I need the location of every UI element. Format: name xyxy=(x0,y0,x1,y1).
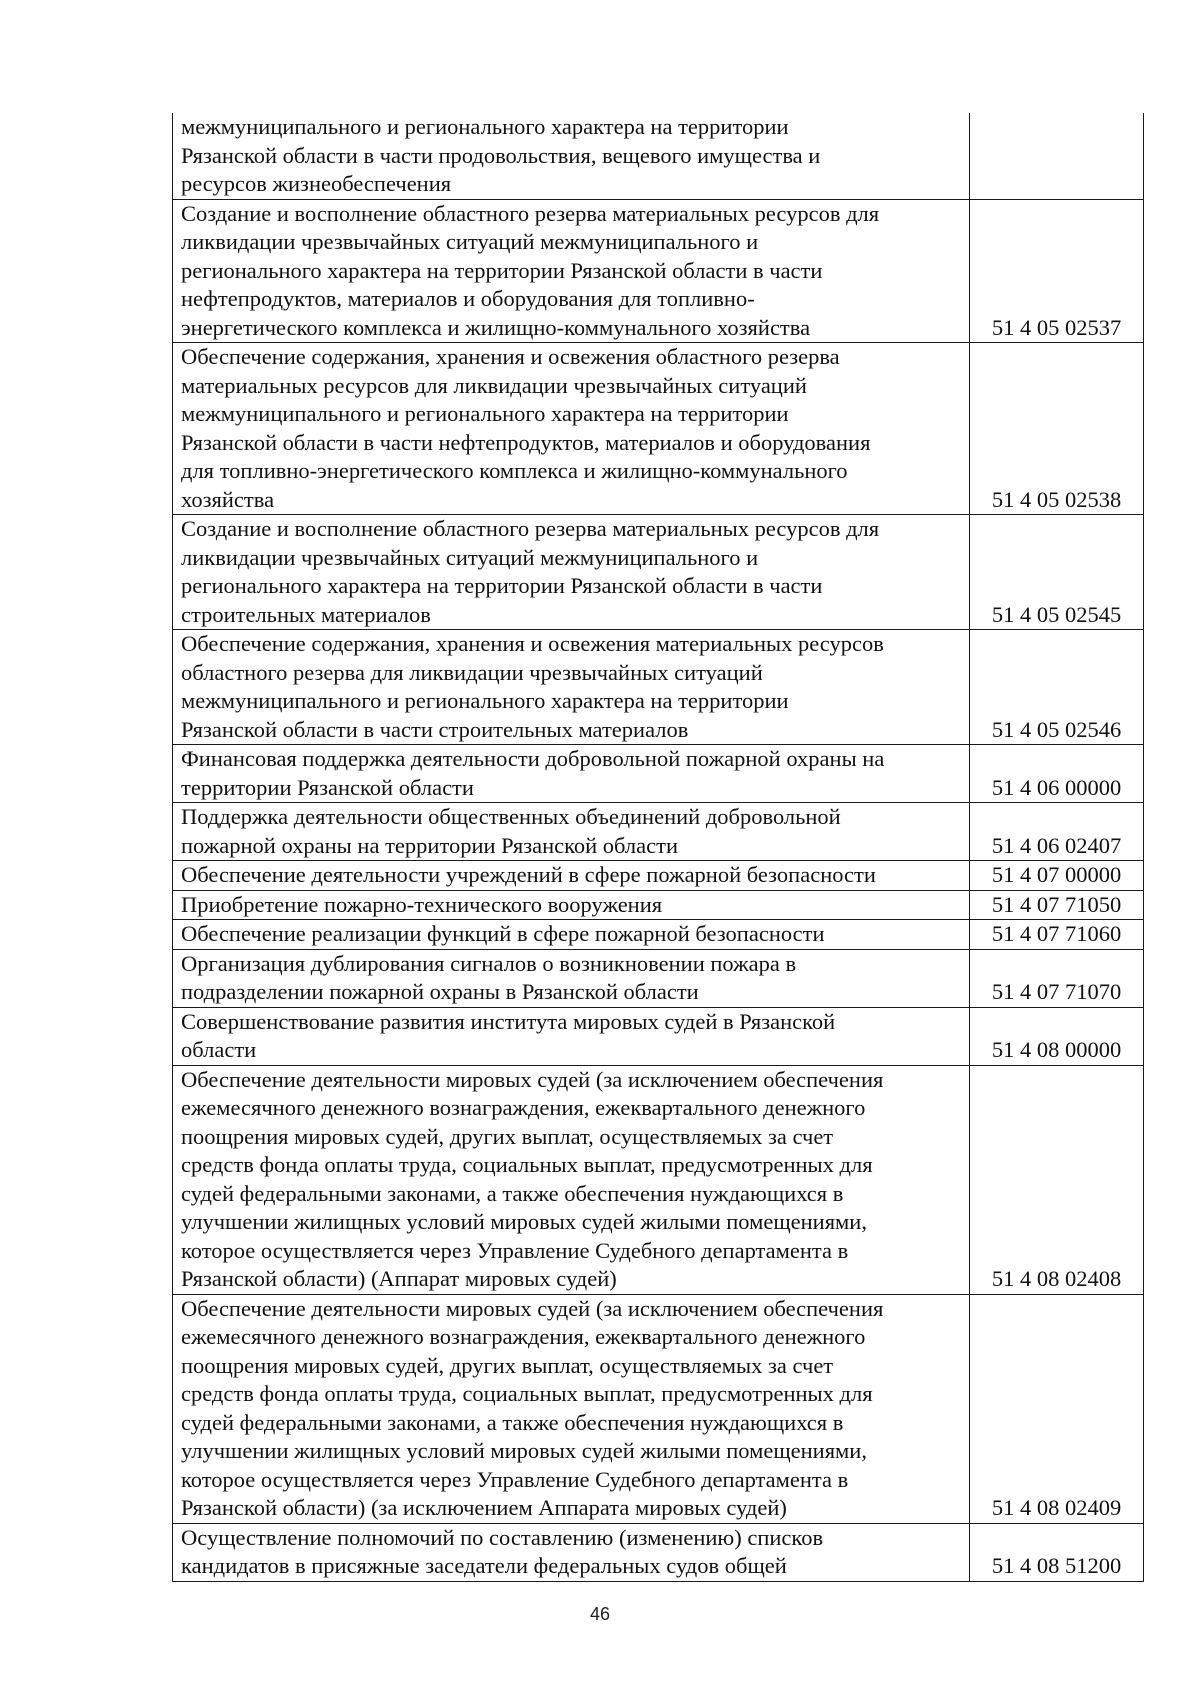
budget-classification-table xyxy=(172,113,1144,1582)
table-row xyxy=(173,890,1144,920)
row-description: Обеспечение реализации функций в сфере пожарной безопасности xyxy=(173,920,970,950)
row-code: 51 4 05 02538 xyxy=(970,343,1144,515)
row-description: Приобретение пожарно-технического вооружения xyxy=(173,890,970,920)
table-row xyxy=(173,803,1144,861)
table-row xyxy=(173,949,1144,1007)
row-code: 51 4 06 02407 xyxy=(970,803,1144,861)
table-row xyxy=(173,630,1144,745)
row-description: Совершенствование развития института мировых судей в Рязанской области xyxy=(173,1007,970,1065)
row-code: 51 4 08 51200 xyxy=(970,1523,1144,1581)
table-row xyxy=(173,343,1144,515)
row-description: Создание и восполнение областного резерва материальных ресурсов для ликвидации чрезвычайных ситуаций межмуниципального и регионального характера на территории Рязанской области в части нефтепродуктов, материалов и оборудования для топливно- энергетического комплекса и жилищно-коммунального хозяйства xyxy=(173,199,970,343)
row-code: 51 4 08 02409 xyxy=(970,1294,1144,1523)
row-description: Обеспечение содержания, хранения и освежения материальных ресурсов областного резерва для ликвидации чрезвычайных ситуаций межмуниципального и регионального характера на территории Рязанской области в части строительных материалов xyxy=(173,630,970,745)
row-code: 51 4 06 00000 xyxy=(970,745,1144,803)
row-description: Создание и восполнение областного резерва материальных ресурсов для ликвидации чрезвычайных ситуаций межмуниципального и регионального характера на территории Рязанской области в части строительных материалов xyxy=(173,515,970,630)
row-code: 51 4 05 02545 xyxy=(970,515,1144,630)
row-description: межмуниципального и регионального характера на территории Рязанской области в части продовольствия, вещевого имущества и ресурсов жизнеобеспечения xyxy=(173,113,970,199)
row-description: Финансовая поддержка деятельности добровольной пожарной охраны на территории Рязанской области xyxy=(173,745,970,803)
table-row xyxy=(173,1523,1144,1581)
row-code: 51 4 08 02408 xyxy=(970,1065,1144,1294)
row-code: 51 4 08 00000 xyxy=(970,1007,1144,1065)
table-row xyxy=(173,1007,1144,1065)
row-code: 51 4 07 71050 xyxy=(970,890,1144,920)
row-description: Организация дублирования сигналов о возникновении пожара в подразделении пожарной охраны в Рязанской области xyxy=(173,949,970,1007)
row-code xyxy=(970,113,1144,199)
row-description: Поддержка деятельности общественных объединений добровольной пожарной охраны на территории Рязанской области xyxy=(173,803,970,861)
row-code: 51 4 07 00000 xyxy=(970,861,1144,891)
table-row xyxy=(173,199,1144,343)
table-row xyxy=(173,515,1144,630)
row-code: 51 4 07 71060 xyxy=(970,920,1144,950)
row-description: Обеспечение деятельности мировых судей (за исключением обеспечения ежемесячного денежного вознаграждения, ежеквартального денежного поощрения мировых судей, других выплат, осуществляемых за счет средств фонда оплаты труда, социальных выплат, предусмотренных для судей федеральными законами, а также обеспечения нуждающихся в улучшении жилищных условий мировых судей жилыми помещениями, которое осуществляется через Управление Судебного департамента в Рязанской области) (за исключением Аппарата мировых судей) xyxy=(173,1294,970,1523)
table-row xyxy=(173,113,1144,199)
row-description: Обеспечение содержания, хранения и освежения областного резерва материальных ресурсов для ликвидации чрезвычайных ситуаций межмуниципального и регионального характера на территории Рязанской области в части нефтепродуктов, материалов и оборудования для топливно-энергетического комплекса и жилищно-коммунального хозяйства xyxy=(173,343,970,515)
row-code: 51 4 07 71070 xyxy=(970,949,1144,1007)
table-row xyxy=(173,1065,1144,1294)
row-description: Осуществление полномочий по составлению (изменению) списков кандидатов в присяжные заседатели федеральных судов общей xyxy=(173,1523,970,1581)
page-number: 46 xyxy=(589,1604,611,1624)
row-description: Обеспечение деятельности мировых судей (за исключением обеспечения ежемесячного денежного вознаграждения, ежеквартального денежного поощрения мировых судей, других выплат, осуществляемых за счет средств фонда оплаты труда, социальных выплат, предусмотренных для судей федеральными законами, а также обеспечения нуждающихся в улучшении жилищных условий мировых судей жилыми помещениями, которое осуществляется через Управление Судебного департамента в Рязанской области) (Аппарат мировых судей) xyxy=(173,1065,970,1294)
table-row xyxy=(173,861,1144,891)
table-row xyxy=(173,1294,1144,1523)
table-row xyxy=(173,745,1144,803)
row-description: Обеспечение деятельности учреждений в сфере пожарной безопасности xyxy=(173,861,970,891)
row-code: 51 4 05 02537 xyxy=(970,199,1144,343)
row-code: 51 4 05 02546 xyxy=(970,630,1144,745)
table-row xyxy=(173,920,1144,950)
